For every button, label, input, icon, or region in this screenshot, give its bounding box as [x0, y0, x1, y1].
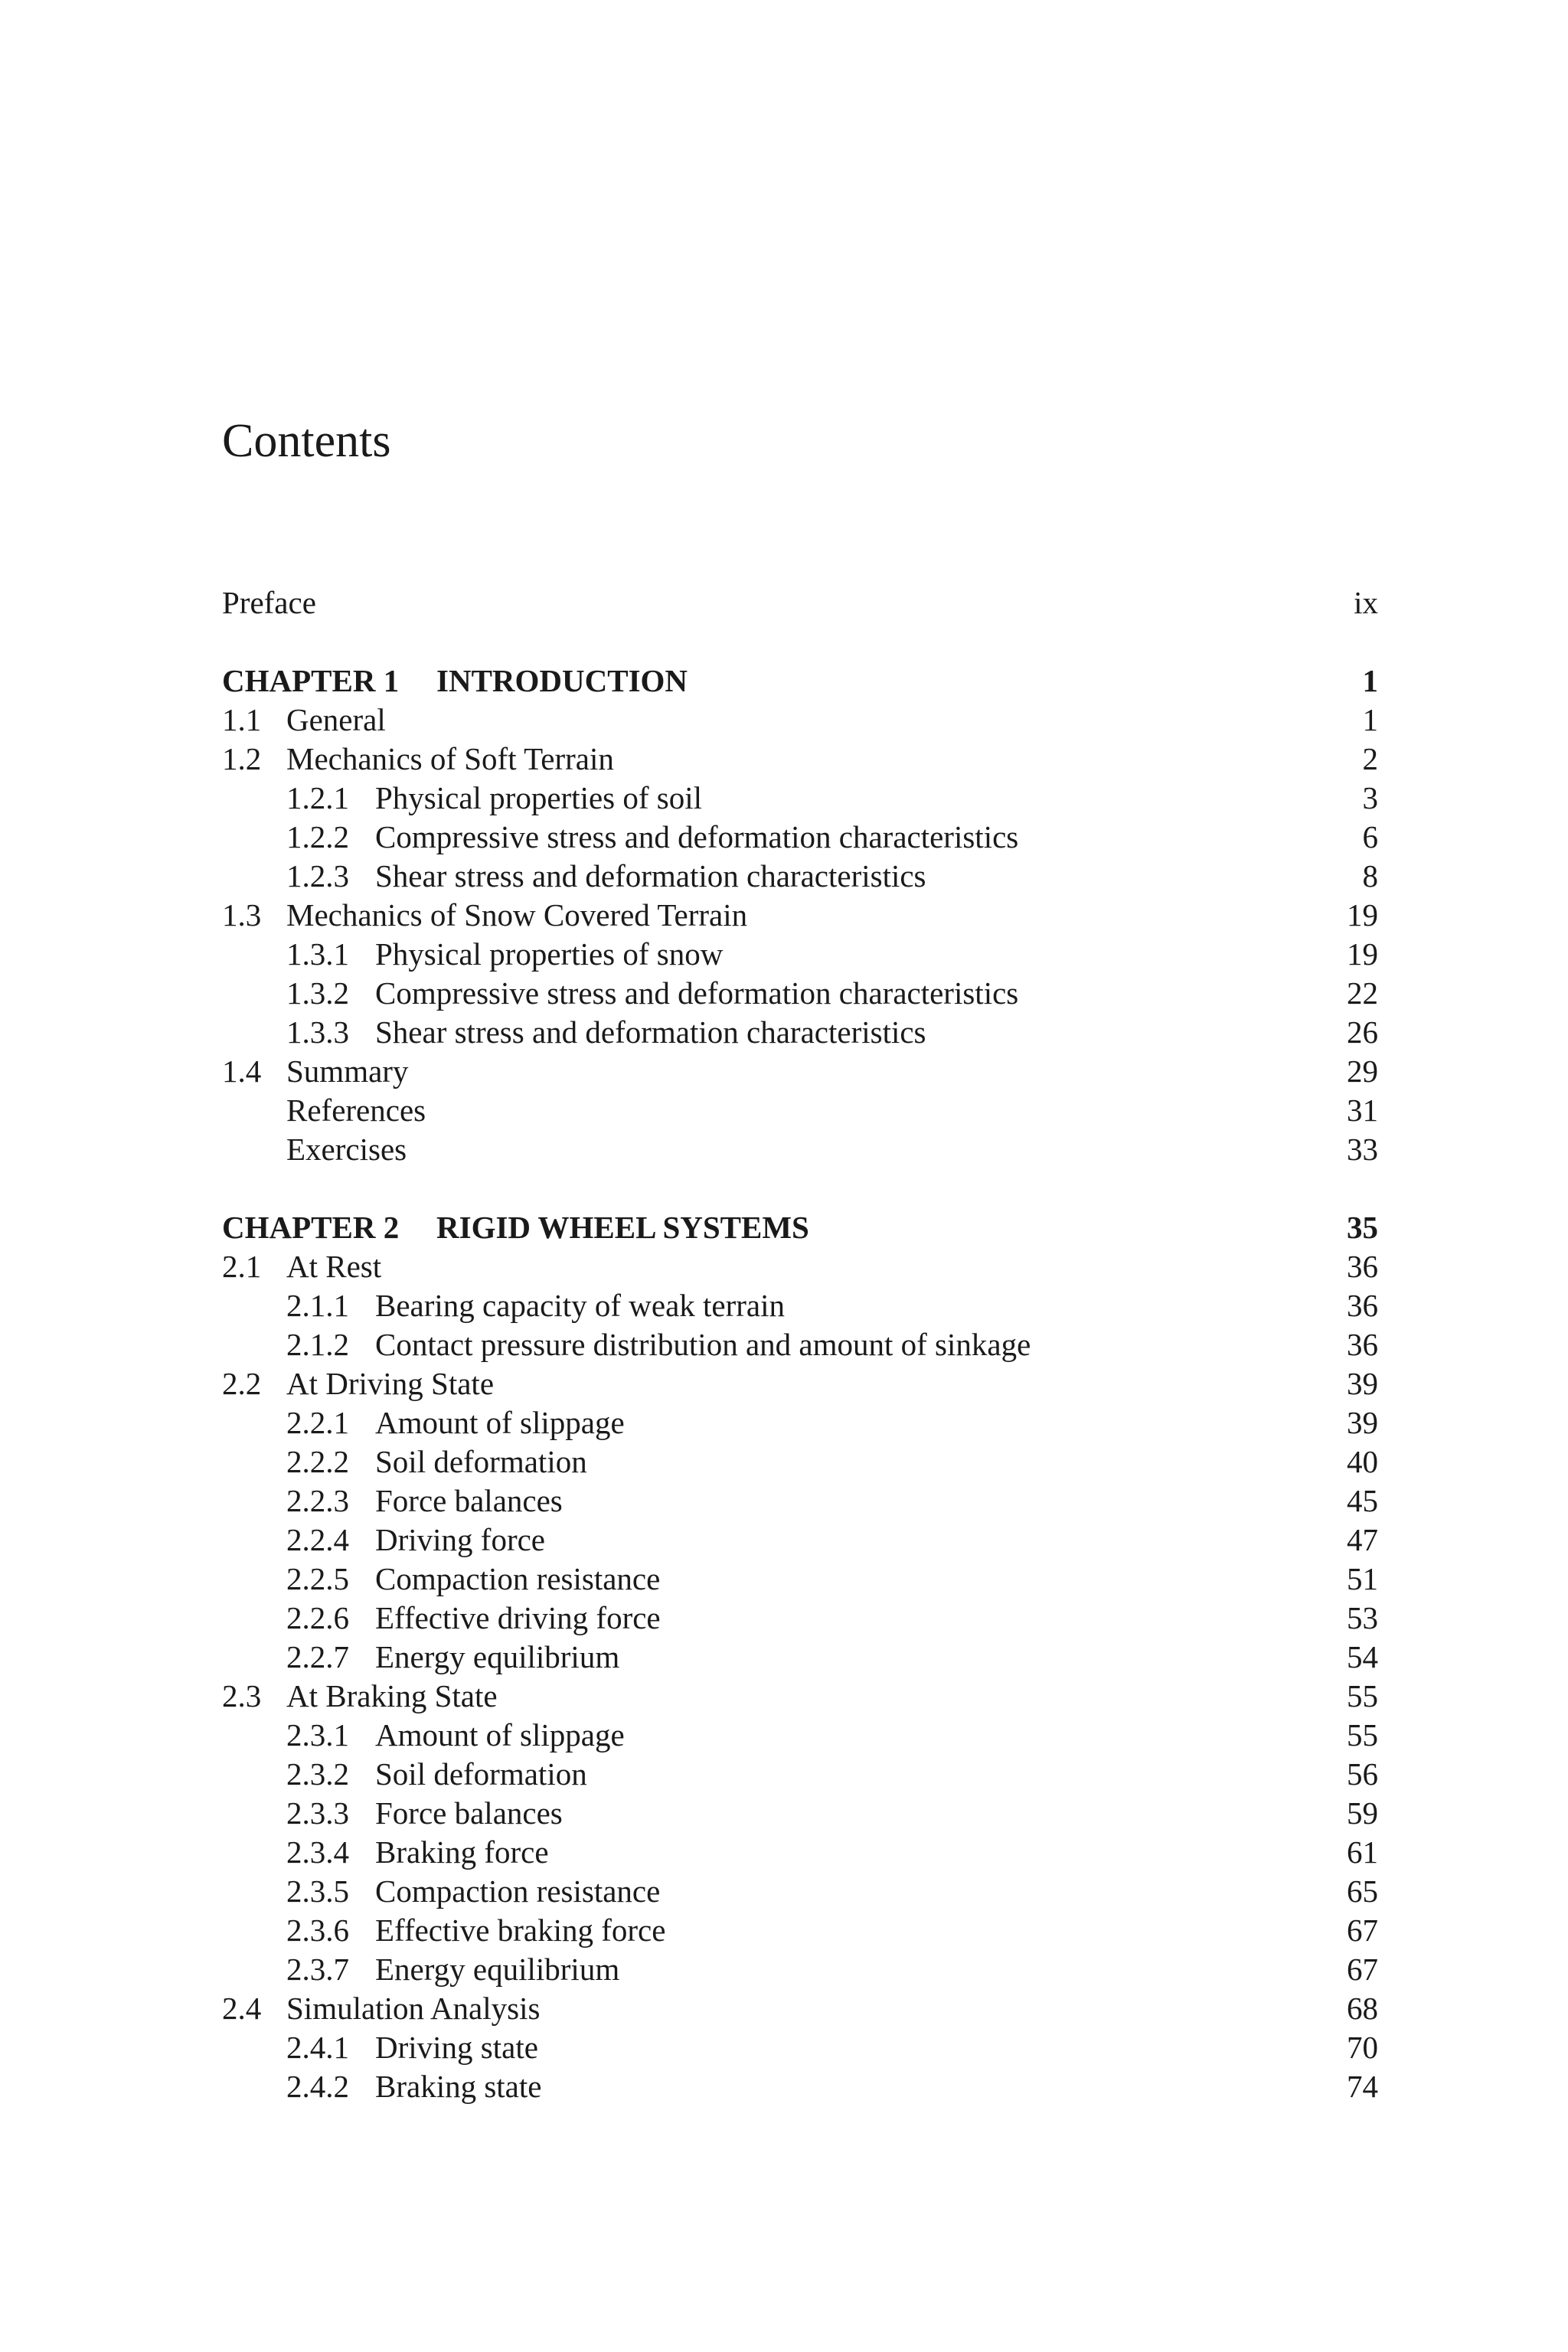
toc-entry-number: 1.3.1 [286, 936, 349, 972]
toc-entry-number: 2.1 [222, 1249, 262, 1284]
toc-subsection-row[interactable] [222, 1442, 1378, 1481]
toc-entry-number: 1.3 [222, 897, 262, 933]
toc-entry-number: 2.3.1 [286, 1717, 349, 1753]
toc-entry-number: 2.2.6 [286, 1600, 349, 1635]
toc-entry-number: 2.4.2 [286, 2069, 349, 2104]
toc-subsection-row[interactable] [222, 1560, 1378, 1599]
toc-section-row[interactable] [222, 1989, 1378, 2028]
toc-entry-title: Compressive stress and deformation characteristics [375, 975, 1019, 1011]
toc-entry-title: Compaction resistance [375, 1561, 661, 1596]
toc-entry-title: Braking force [375, 1834, 549, 1870]
toc-entry-title: Energy equilibrium [375, 1639, 620, 1674]
toc-entry-title: Effective driving force [375, 1600, 661, 1635]
toc-page-number: 29 [1347, 1054, 1378, 1089]
toc-entry-number: 1.2 [222, 741, 262, 776]
toc-entry-number: 1.3.3 [286, 1014, 349, 1050]
toc-subsection-row[interactable] [222, 1911, 1378, 1950]
toc-page-number: 39 [1347, 1366, 1378, 1401]
toc-chapter-row[interactable] [222, 1208, 1378, 1247]
toc-entry-number: 2.3.2 [286, 1756, 349, 1792]
toc-page-number: 19 [1347, 897, 1378, 933]
toc-page-number: 26 [1347, 1014, 1378, 1050]
toc-entry-title: Compressive stress and deformation characteristics [375, 819, 1019, 854]
toc-entry-number: 1.2.2 [286, 819, 349, 854]
toc-section-row[interactable] [222, 1364, 1378, 1403]
toc-subsection-row[interactable] [222, 1638, 1378, 1677]
toc-page-number: 2 [1362, 741, 1378, 776]
toc-back-matter-row[interactable] [222, 1091, 1378, 1130]
toc-page-number: 70 [1347, 2030, 1378, 2065]
toc-spacer [222, 1169, 1378, 1208]
toc-page-number: 39 [1347, 1405, 1378, 1440]
toc-subsection-row[interactable] [222, 1872, 1378, 1911]
toc-page-number: 8 [1362, 858, 1378, 893]
toc-entry-title: Exercises [286, 1132, 407, 1167]
toc-entry-number: 2.2.2 [286, 1444, 349, 1479]
toc-entry-title: Physical properties of soil [375, 780, 703, 815]
toc-subsection-row[interactable] [222, 857, 1378, 896]
toc-entry-number: 2.4.1 [286, 2030, 349, 2065]
toc-entry-number: CHAPTER 1 [222, 663, 400, 698]
toc-section-row[interactable] [222, 701, 1378, 740]
toc-page-number: 36 [1347, 1327, 1378, 1362]
toc-page-number: 61 [1347, 1834, 1378, 1870]
toc-subsection-row[interactable] [222, 1716, 1378, 1755]
toc-entry-title: Bearing capacity of weak terrain [375, 1288, 786, 1323]
toc-entry-title: Shear stress and deformation characteristics [375, 1014, 926, 1050]
toc-entry-number: 2.3 [222, 1678, 262, 1713]
toc-page-number: 74 [1347, 2069, 1378, 2104]
toc-entry-title: At Rest [286, 1249, 382, 1284]
toc-page-number: 55 [1347, 1678, 1378, 1713]
toc-section-row[interactable] [222, 1052, 1378, 1091]
toc-entry-title: Braking state [375, 2069, 542, 2104]
toc-entry-title: Mechanics of Soft Terrain [286, 741, 614, 776]
toc-entry-title: Driving force [375, 1522, 545, 1557]
toc-subsection-row[interactable] [222, 1833, 1378, 1872]
toc-section-row[interactable] [222, 1247, 1378, 1286]
toc-subsection-row[interactable] [222, 2067, 1378, 2106]
toc-entry-title: Physical properties of snow [375, 936, 724, 972]
toc-subsection-row[interactable] [222, 1599, 1378, 1638]
toc-subsection-row[interactable] [222, 779, 1378, 818]
toc-page-number: 31 [1347, 1093, 1378, 1128]
toc-entry-title: At Driving State [286, 1366, 495, 1401]
toc-subsection-row[interactable] [222, 974, 1378, 1013]
toc-entry-title: Force balances [375, 1483, 563, 1518]
toc-page-number: 47 [1347, 1522, 1378, 1557]
toc-entry-number: 2.3.6 [286, 1913, 349, 1948]
toc-entry-title: Simulation Analysis [286, 1991, 541, 2026]
toc-entry-title: Preface [222, 585, 316, 620]
toc-entry-number: 1.3.2 [286, 975, 349, 1011]
toc-page-number: 59 [1347, 1795, 1378, 1831]
toc-page-number: 3 [1362, 780, 1378, 815]
toc-subsection-row[interactable] [222, 1403, 1378, 1442]
toc-entry-number: 1.1 [222, 702, 262, 737]
toc-entry-number: 2.3.7 [286, 1952, 349, 1987]
toc-subsection-row[interactable] [222, 1013, 1378, 1052]
toc-entry-number: 2.2 [222, 1366, 262, 1401]
toc-entry-title: Force balances [375, 1795, 563, 1831]
toc-entry-title: Soil deformation [375, 1756, 587, 1792]
toc-subsection-row[interactable] [222, 1325, 1378, 1364]
toc-entry-title: At Braking State [286, 1678, 498, 1713]
toc-front-matter-row[interactable] [222, 583, 1378, 622]
toc-entry-title: Effective braking force [375, 1913, 666, 1948]
toc-entry-number: 2.2.3 [286, 1483, 349, 1518]
toc-page-number: 65 [1347, 1873, 1378, 1909]
toc-entry-number: 1.2.3 [286, 858, 349, 893]
toc-subsection-row[interactable] [222, 1521, 1378, 1560]
toc-entry-number: 2.2.5 [286, 1561, 349, 1596]
toc-entry-number: 2.2.4 [286, 1522, 349, 1557]
toc-page-number: 51 [1347, 1561, 1378, 1596]
toc-entry-title: Soil deformation [375, 1444, 587, 1479]
toc-section-row[interactable] [222, 740, 1378, 779]
toc-entry-number: 2.1.2 [286, 1327, 349, 1362]
toc-page-number: 45 [1347, 1483, 1378, 1518]
toc-entry-number: 2.1.1 [286, 1288, 349, 1323]
toc-page-number: 68 [1347, 1991, 1378, 2026]
toc-entry-number: 2.2.1 [286, 1405, 349, 1440]
toc-entry-number: 1.4 [222, 1054, 262, 1089]
toc-subsection-row[interactable] [222, 1481, 1378, 1521]
toc-page-number: 22 [1347, 975, 1378, 1011]
toc-entry-title: Compaction resistance [375, 1873, 661, 1909]
toc-subsection-row[interactable] [222, 2028, 1378, 2067]
toc-entry-title: Amount of slippage [375, 1405, 625, 1440]
toc-page-number: ix [1354, 585, 1378, 620]
toc-page-number: 6 [1362, 819, 1378, 854]
toc-entry-number: 1.2.1 [286, 780, 349, 815]
toc-subsection-row[interactable] [222, 935, 1378, 974]
toc-entry-title: INTRODUCTION [436, 663, 688, 698]
toc-page-number: 1 [1362, 663, 1378, 698]
table-of-contents [222, 583, 1378, 2106]
toc-page-number: 40 [1347, 1444, 1378, 1479]
toc-subsection-row[interactable] [222, 1950, 1378, 1989]
toc-entry-title: Driving state [375, 2030, 538, 2065]
toc-page-number: 36 [1347, 1288, 1378, 1323]
toc-chapter-row[interactable] [222, 662, 1378, 701]
toc-entry-title: Shear stress and deformation characteristics [375, 858, 926, 893]
toc-page-number: 53 [1347, 1600, 1378, 1635]
toc-entry-number: 2.4 [222, 1991, 262, 2026]
toc-entry-title: Contact pressure distribution and amount of sinkage [375, 1327, 1031, 1362]
toc-entry-number: 2.3.5 [286, 1873, 349, 1909]
toc-entry-number: 2.3.3 [286, 1795, 349, 1831]
page-title: Contents [222, 415, 391, 467]
toc-page-number: 33 [1347, 1132, 1378, 1167]
toc-entry-title: RIGID WHEEL SYSTEMS [436, 1210, 809, 1245]
toc-page-number: 56 [1347, 1756, 1378, 1792]
toc-entry-title: Summary [286, 1054, 409, 1089]
toc-subsection-row[interactable] [222, 1286, 1378, 1325]
toc-entry-title: References [286, 1093, 426, 1128]
toc-entry-title: General [286, 702, 386, 737]
toc-entry-number: CHAPTER 2 [222, 1210, 400, 1245]
toc-page-number: 67 [1347, 1913, 1378, 1948]
toc-page-number: 35 [1347, 1210, 1378, 1245]
toc-page-number: 54 [1347, 1639, 1378, 1674]
toc-page-number: 19 [1347, 936, 1378, 972]
toc-page-number: 36 [1347, 1249, 1378, 1284]
toc-subsection-row[interactable] [222, 1794, 1378, 1833]
toc-page-number: 55 [1347, 1717, 1378, 1753]
toc-section-row[interactable] [222, 1677, 1378, 1716]
toc-subsection-row[interactable] [222, 818, 1378, 857]
toc-subsection-row[interactable] [222, 1755, 1378, 1794]
toc-spacer [222, 622, 1378, 662]
toc-entry-title: Mechanics of Snow Covered Terrain [286, 897, 748, 933]
toc-page-number: 67 [1347, 1952, 1378, 1987]
toc-section-row[interactable] [222, 896, 1378, 935]
toc-page-number: 1 [1362, 702, 1378, 737]
toc-entry-title: Energy equilibrium [375, 1952, 620, 1987]
toc-entry-number: 2.3.4 [286, 1834, 349, 1870]
toc-back-matter-row[interactable] [222, 1130, 1378, 1169]
toc-entry-title: Amount of slippage [375, 1717, 625, 1753]
toc-entry-number: 2.2.7 [286, 1639, 349, 1674]
